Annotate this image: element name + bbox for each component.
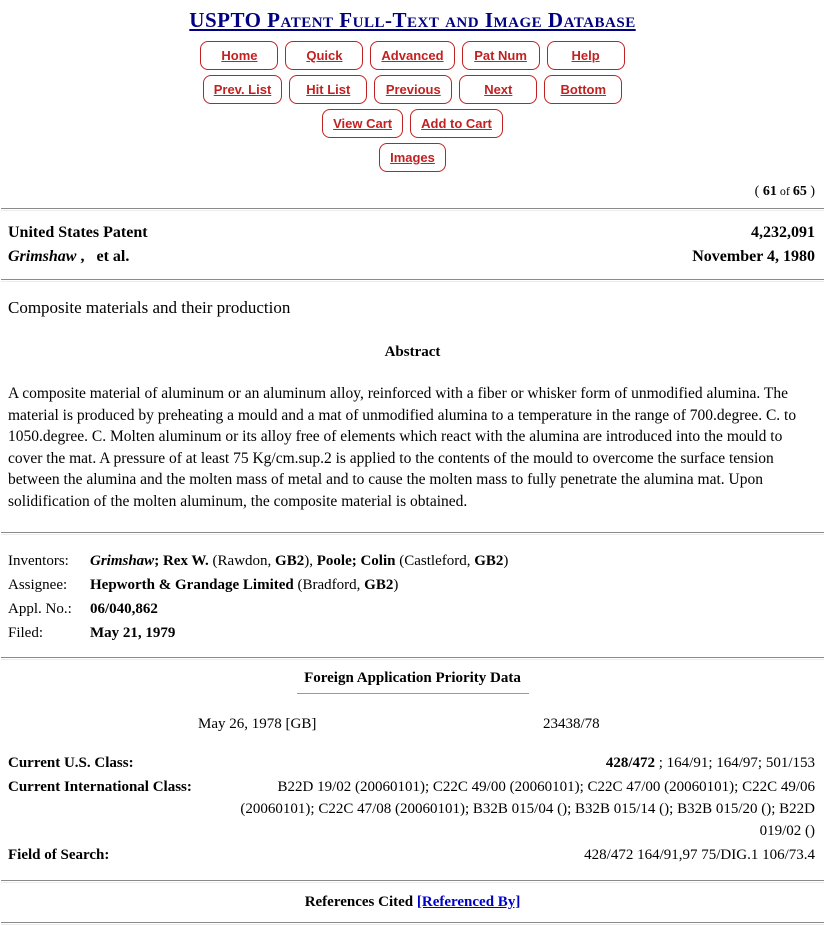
divider	[1, 657, 824, 660]
nav-button-home[interactable]: Home	[200, 41, 278, 70]
divider	[1, 532, 824, 535]
divider	[1, 208, 824, 211]
database-title-wrap	[0, 8, 825, 33]
priority-number: 23438/78	[543, 716, 600, 732]
nav-button-quick[interactable]: Quick	[285, 41, 363, 70]
issue-date: November 4, 1980	[692, 248, 815, 265]
result-position-indicator: ( 61 of 65 )	[754, 184, 815, 199]
field-of-search-value: 428/472 164/91,97 75/DIG.1 106/73.4	[584, 847, 815, 863]
abstract-text: A composite material of aluminum or an aluminum alloy, reinforced with a fiber or whisker form of unmodified alumina. The material is produced by preheating a mould and a mat of unmodified alumina to a temperature in the range of 700.degree. C. to 1050.degree. C. Molten aluminum or its alloy free of elements which react with the alumina are introduced into the mould to cover the mat. A pressure of at least 75 Kg/cm.sup.2 is applied to the contents of the mould to overcome the surface tension between the alumina and the molten mass of metal and to cause the molten mass to fully penetrate the alumina mat. Upon solidification of the molten aluminum, the composite material is obtained.	[8, 385, 797, 510]
appl-no-label: Appl. No.:	[8, 601, 72, 617]
patent-header-row-1	[8, 221, 815, 245]
foreign-priority-rule	[297, 693, 529, 694]
references-cited-label: References Cited	[304, 894, 414, 910]
field-of-search-label: Field of Search:	[8, 847, 110, 863]
classifications	[0, 734, 825, 866]
nav-row-4	[0, 143, 825, 172]
referenced-by-link[interactable]: [Referenced By]	[416, 894, 521, 910]
nav-button-advanced[interactable]: Advanced	[370, 41, 454, 70]
assignee-row	[8, 573, 817, 597]
uspto-patent-page	[0, 8, 825, 925]
patent-header-row-2	[8, 245, 815, 269]
assignee-value: Hepworth & Grandage Limited (Bradford, GB2)	[90, 577, 399, 593]
nav-button-next[interactable]: Next	[459, 75, 537, 104]
patent-number: 4,232,091	[751, 224, 815, 241]
database-title-link[interactable]: USPTO Patent Full-Text and Image Database	[189, 8, 636, 32]
references-cited-heading	[0, 894, 825, 911]
inventors-row	[8, 549, 817, 573]
priority-date: May 26, 1978 [GB]	[198, 716, 317, 732]
inventors-value: Grimshaw; Rex W. (Rawdon, GB2), Poole; Colin (Castleford, GB2)	[90, 553, 509, 569]
filed-row	[8, 621, 817, 645]
assignee-label: Assignee:	[8, 577, 68, 593]
nav-row-2	[0, 75, 825, 104]
appl-no-row	[8, 597, 817, 621]
nav-button-hit-list[interactable]: Hit List	[289, 75, 367, 104]
nav-button-help[interactable]: Help	[547, 41, 625, 70]
nav-toolbar	[0, 41, 825, 172]
filed-label: Filed:	[8, 625, 44, 641]
nav-button-images[interactable]: Images	[379, 143, 446, 172]
intl-class-label: Current International Class:	[8, 779, 192, 795]
nav-row-1	[0, 41, 825, 70]
abstract-heading: Abstract	[384, 344, 441, 360]
foreign-priority-section	[0, 670, 825, 734]
divider	[1, 880, 824, 883]
us-class-value: 428/472 ; 164/91; 164/97; 501/153	[605, 755, 815, 771]
foreign-priority-row	[0, 714, 825, 734]
invention-title: Composite materials and their production	[8, 298, 291, 317]
patent-party: Grimshaw , et al.	[8, 248, 130, 265]
nav-button-prev-list[interactable]: Prev. List	[203, 75, 283, 104]
filed-value: May 21, 1979	[90, 625, 176, 641]
field-of-search-row	[8, 844, 815, 866]
nav-button-add-to-cart[interactable]: Add to Cart	[410, 109, 503, 138]
us-class-row	[8, 752, 815, 774]
nav-button-previous[interactable]: Previous	[374, 75, 452, 104]
foreign-priority-heading: Foreign Application Priority Data	[304, 670, 521, 686]
nav-button-pat-num[interactable]: Pat Num	[462, 41, 540, 70]
nav-row-3	[0, 109, 825, 138]
us-class-label: Current U.S. Class:	[8, 755, 134, 771]
document-type: United States Patent	[8, 224, 148, 241]
inventors-label: Inventors:	[8, 553, 69, 569]
bibliographic-details	[0, 543, 825, 649]
patent-header	[0, 219, 825, 271]
intl-class-row	[8, 776, 819, 842]
spacer	[0, 714, 198, 734]
nav-button-bottom[interactable]: Bottom	[544, 75, 622, 104]
nav-button-view-cart[interactable]: View Cart	[322, 109, 403, 138]
appl-no-value: 06/040,862	[90, 601, 158, 617]
divider	[1, 279, 824, 282]
intl-class-value: B22D 19/02 (20060101); C22C 49/00 (20060101); C22C 47/00 (20060101); C22C 49/06 (20060101); C22C 47/08 (20060101); B32B 015/04 (); B32B 015/14 (); B32B 015/20 (); B22D 019/02 ()	[240, 779, 819, 839]
